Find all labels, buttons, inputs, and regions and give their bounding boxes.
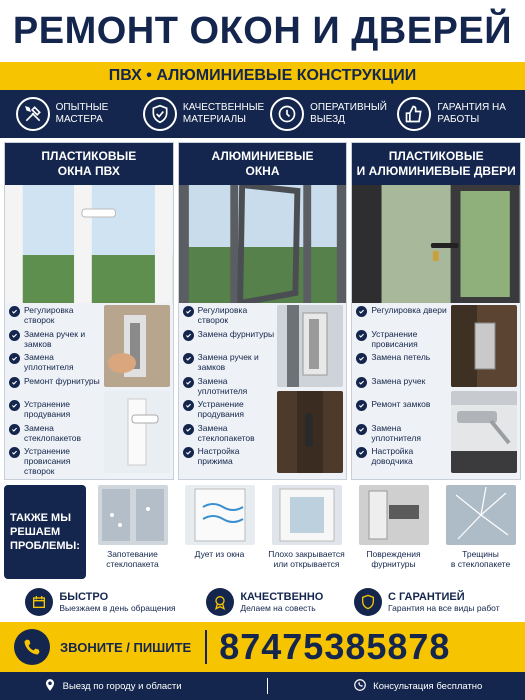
check-icon — [356, 400, 367, 411]
problems-heading: ТАКЖЕ МЫ РЕШАЕМ ПРОБЛЕМЫ: — [10, 512, 80, 552]
clock-icon — [270, 97, 304, 131]
feature-materials — [143, 97, 265, 131]
handle-photo — [277, 391, 343, 473]
list-item: Устранение провисания — [352, 329, 450, 353]
hardware-photo — [104, 305, 170, 387]
list-item: Замена фурнитуры — [179, 329, 277, 353]
list-item: Настройка прижима — [179, 446, 277, 470]
check-icon — [183, 424, 194, 435]
pvc-window-photo — [5, 185, 173, 303]
footer-bar — [0, 672, 525, 700]
list-item: Замена петель — [352, 352, 450, 376]
list-item: Замена стеклопакетов — [5, 423, 103, 447]
check-icon — [183, 447, 194, 458]
cracked-glass-photo — [446, 485, 516, 545]
check-icon — [183, 400, 194, 411]
check-icon — [183, 377, 194, 388]
benefits-bar — [0, 582, 525, 622]
page-title-bar — [0, 0, 525, 62]
phone-number[interactable]: 87475385878 — [219, 626, 451, 667]
check-icon — [183, 330, 194, 341]
service-list — [5, 305, 103, 476]
thumbs — [451, 305, 517, 477]
check-icon — [9, 447, 20, 458]
check-icon — [9, 400, 20, 411]
list-item: Замена уплотнителя — [179, 376, 277, 400]
check-icon — [356, 330, 367, 341]
feature-text: ОПЫТНЫЕ МАСТЕРА — [55, 102, 109, 125]
service-list — [352, 305, 450, 470]
feature-text: ОПЕРАТИВНЫЙ ВЫЕЗД — [310, 102, 387, 125]
check-icon — [9, 353, 20, 364]
check-icon — [9, 330, 20, 341]
problem-hardware-damage: Повреждения фурнитуры — [353, 485, 434, 579]
column-aluminium-windows — [178, 142, 348, 480]
phone-icon — [14, 629, 50, 665]
thumbs — [104, 305, 170, 477]
column-title: ПЛАСТИКОВЫЕ ОКНА ПВХ — [41, 149, 137, 178]
door-photo — [352, 185, 520, 303]
list-item: Регулировка двери — [352, 305, 450, 329]
problem-closing: Плохо закрывается или открывается — [266, 485, 347, 579]
shield-icon — [354, 588, 382, 616]
check-icon — [356, 447, 367, 458]
features-bar — [0, 90, 525, 138]
check-icon — [356, 353, 367, 364]
problem-condensation: Запотевание стеклопакета — [92, 485, 173, 579]
aluminium-window-photo — [179, 185, 347, 303]
call-to-action — [0, 622, 525, 672]
thumbs — [277, 305, 343, 477]
door-hinge-photo — [451, 305, 517, 387]
check-icon — [356, 424, 367, 435]
problems-section — [4, 485, 521, 579]
list-item: Замена ручек — [352, 376, 450, 400]
list-item: Замена ручек и замков — [5, 329, 103, 353]
problems-heading-box — [4, 485, 86, 579]
service-columns — [4, 142, 521, 480]
hardware-damage-photo — [359, 485, 429, 545]
hinge-photo — [277, 305, 343, 387]
divider — [267, 678, 268, 694]
check-icon — [9, 424, 20, 435]
tools-icon — [16, 97, 50, 131]
problem-cracks: Трещины в стеклопакете — [440, 485, 521, 579]
service-list — [179, 305, 277, 470]
column-header — [5, 143, 173, 185]
check-icon — [183, 306, 194, 317]
column-title: АЛЮМИНИЕВЫЕ ОКНА — [211, 149, 314, 178]
feature-masters — [16, 97, 128, 131]
list-item: Устранение продувания — [5, 399, 103, 423]
benefit-quality: КАЧЕСТВЕННО Делаем на совесть — [206, 588, 323, 616]
list-item: Ремонт фурнитуры — [5, 376, 103, 400]
closing-photo — [272, 485, 342, 545]
list-item: Регулировка створок — [5, 305, 103, 329]
feature-text: КАЧЕСТВЕННЫЕ МАТЕРИАЛЫ — [182, 102, 265, 125]
benefit-fast: БЫСТРО Выезжаем в день обращения — [25, 588, 175, 616]
column-header — [179, 143, 347, 185]
door-closer-photo — [451, 391, 517, 473]
list-item: Устранение провисания створок — [5, 446, 103, 470]
list-item: Ремонт замков — [352, 399, 450, 423]
medal-icon — [206, 588, 234, 616]
list-item: Замена ручек и замков — [179, 352, 277, 376]
footer-consult: Консультация бесплатно — [353, 677, 482, 696]
calendar-icon — [25, 588, 53, 616]
feature-text: ГАРАНТИЯ НА РАБОТЫ — [437, 102, 506, 125]
list-item: Настройка доводчика — [352, 446, 450, 470]
condensation-photo — [98, 485, 168, 545]
check-icon — [356, 377, 367, 388]
list-item: Регулировка створок — [179, 305, 277, 329]
problem-draft: Дует из окна — [179, 485, 260, 579]
check-icon — [356, 306, 367, 317]
column-title: ПЛАСТИКОВЫЕ И АЛЮМИНИЕВЫЕ ДВЕРИ — [356, 149, 516, 178]
quality-check-icon — [143, 97, 177, 131]
feature-guarantee — [397, 97, 509, 131]
cta-label: ЗВОНИТЕ / ПИШИТЕ — [60, 639, 192, 655]
whatsapp-icon — [353, 677, 367, 696]
page-title: РЕМОНТ ОКОН И ДВЕРЕЙ — [12, 9, 513, 52]
column-header — [352, 143, 520, 185]
column-pvc-windows — [4, 142, 174, 480]
list-item: Устранение продувания — [179, 399, 277, 423]
divider — [205, 630, 207, 664]
thumbs-up-icon — [397, 97, 431, 131]
list-item: Замена стеклопакетов — [179, 423, 277, 447]
benefit-guarantee: С ГАРАНТИЕЙ Гарантия на все виды работ — [354, 588, 500, 616]
handle-photo — [104, 391, 170, 473]
column-doors — [351, 142, 521, 480]
feature-visit — [270, 97, 387, 131]
list-item: Замена уплотнителя — [352, 423, 450, 447]
list-item: Замена уплотнителя — [5, 352, 103, 376]
footer-coverage: Выезд по городу и области — [43, 677, 182, 696]
check-icon — [183, 353, 194, 364]
subtitle: ПВХ • АЛЮМИНИЕВЫЕ КОНСТРУКЦИИ — [108, 67, 417, 84]
subtitle-band — [0, 62, 525, 90]
draft-photo — [185, 485, 255, 545]
check-icon — [9, 377, 20, 388]
location-pin-icon — [43, 677, 57, 696]
check-icon — [9, 306, 20, 317]
